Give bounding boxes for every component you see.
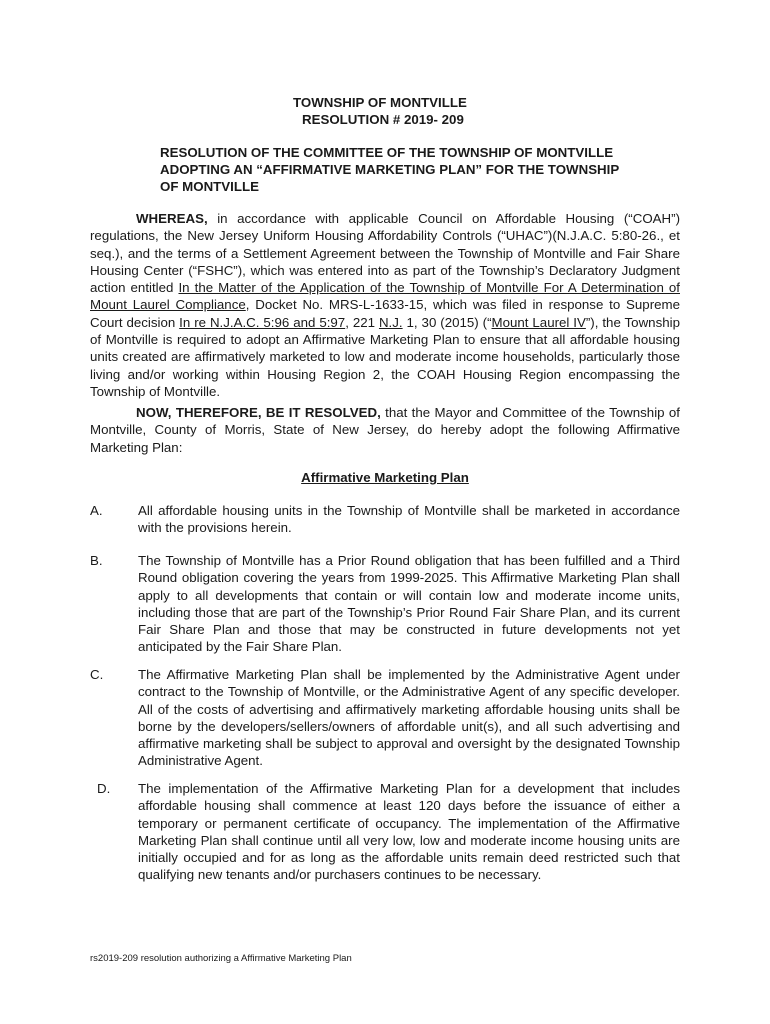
whereas-text-5: ”), the Township of Montville is required to adopt an Affirmative Marketing Plan to ensure that all affordable housing units created are affirmatively marketed to low and moderate income households, particularly those living and/or working within Housing Region 2, the COAH Housing Region encompassing the Township of Montville. — [90, 314, 680, 399]
resolution-title-line-1: RESOLUTION OF THE COMMITTEE OF THE TOWNSHIP OF MONTVILLE — [160, 145, 614, 160]
whereas-text-3: , 221 — [345, 314, 379, 330]
list-text: The Affirmative Marketing Plan shall be implemented by the Administrative Agent under contract to the Township of Montville, or the Administrative Agent of any specific developer. All of the costs of advertising and affirmatively marketing affordable housing units shall be borne by the developers/sellers/owners of affordable unit(s), and all such advertising and affirmative marketing shall be subject to approval and oversight by the designated Township Administrative Agent. — [138, 667, 680, 769]
whereas-lead: WHEREAS, — [136, 211, 208, 226]
whereas-paragraph — [90, 210, 680, 400]
resolution-title-line-2: ADOPTING AN “AFFIRMATIVE MARKETING PLAN” FOR THE TOWNSHIP — [160, 162, 620, 177]
resolution-number: RESOLUTION # 2019- 209 — [302, 112, 464, 127]
list-letter: D. — [97, 781, 111, 796]
case-short-name: Mount Laurel IV — [491, 314, 586, 330]
resolved-paragraph — [90, 404, 680, 456]
township-heading: TOWNSHIP OF MONTVILLE — [293, 95, 467, 110]
reporter-citation: N.J. — [378, 314, 403, 330]
whereas-text-2: , Docket No. MRS-L-1633-15, which was filed in response to Supreme Court decision — [90, 297, 680, 330]
list-text: The Township of Montville has a Prior Round obligation that has been fulfilled and a Third Round obligation covering the years from 1999-2025. This Affirmative Marketing Plan shall apply to all developments that contain or will contain low and moderate income units, including those that are part of the Township’s Prior Round Fair Share Plan, and its current Fair Share Plan and those that may be constructed in future developments not yet anticipated by the Fair Share Plan. — [138, 553, 680, 655]
whereas-text-1: in accordance with applicable Council on Affordable Housing (“COAH”) regulations, the New Jersey Uniform Housing Affordability Controls (“UHAC”)(N.J.A.C. 5:80-26., et seq.), and the terms of a Settlement Agreement between the Township of Montville and Fair Share Housing Center (“FSHC”), which was entered into as part of the Township’s Declaratory Judgment action entitled — [90, 211, 680, 296]
resolved-lead: NOW, THEREFORE, BE IT RESOLVED, — [136, 405, 381, 420]
plan-title: Affirmative Marketing Plan — [301, 470, 469, 485]
resolution-title-line-3: OF MONTVILLE — [160, 179, 259, 194]
resolved-text: that the Mayor and Committee of the Township of Montville, County of Morris, State of New Jersey, do hereby adopt the following Affirmative Marketing Plan: — [90, 405, 680, 455]
whereas-text-4: 1, 30 (2015) (“ — [402, 314, 492, 330]
list-letter: C. — [90, 667, 104, 682]
case-title: In the Matter of the Application of the Township of Montville For A Determination of Mount Laurel Compliance — [90, 280, 680, 313]
court-decision: In re N.J.A.C. 5:96 and 5:97 — [179, 314, 346, 330]
list-letter: A. — [90, 503, 103, 518]
list-text: The implementation of the Affirmative Marketing Plan for a development that includes affordable housing shall commence at least 120 days before the issuance of either a temporary or permanent certificate of occupancy. The implementation of the Affirmative Marketing Plan shall continue until all very low, low and moderate income housing units are initially occupied and for as long as the affordable units remain deed restricted such that qualifying new tenants and/or purchasers continues to be necessary. — [138, 781, 680, 883]
footer-filename: rs2019-209 resolution authorizing a Affirmative Marketing Plan — [90, 953, 352, 964]
list-text: All affordable housing units in the Township of Montville shall be marketed in accordance with the provisions herein. — [138, 503, 680, 536]
list-letter: B. — [90, 553, 103, 568]
